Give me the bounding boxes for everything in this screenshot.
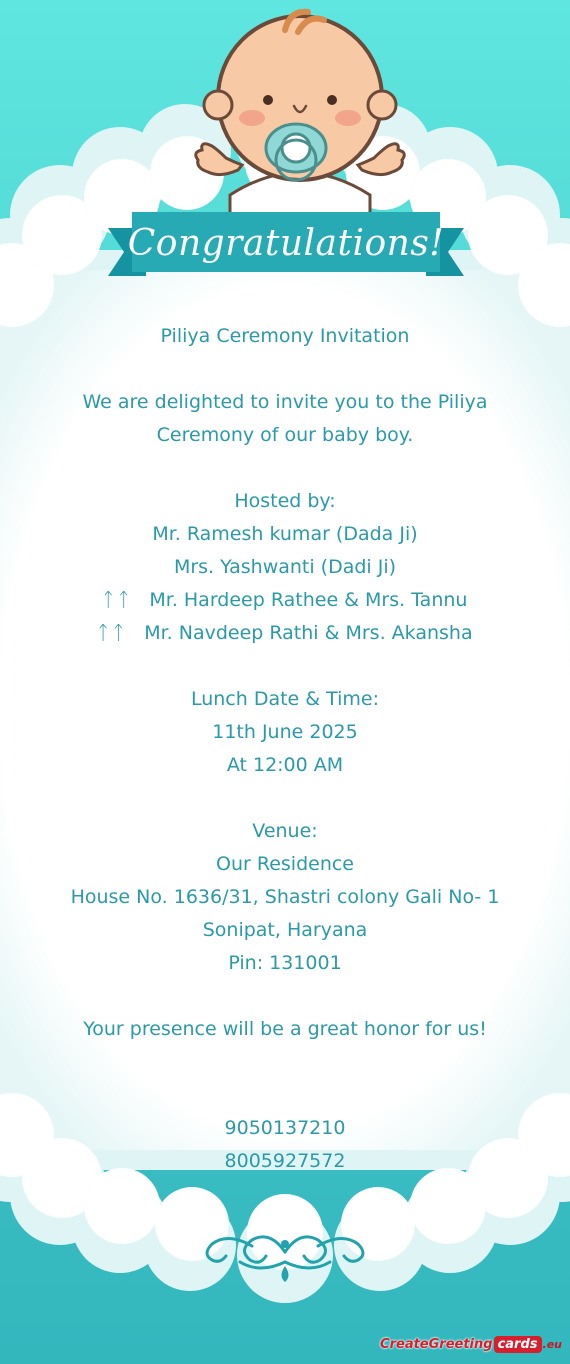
intro-line-2: Ceremony of our baby boy. [156, 424, 414, 446]
host-name: Mr. Ramesh kumar (Dada Ji) [152, 523, 418, 545]
host-line [0, 551, 570, 584]
phone-number: 9050137210 [224, 1117, 346, 1139]
intro-line-1: We are delighted to invite you to the Piliya [82, 391, 488, 413]
venue-city: Sonipat, Haryana [202, 919, 368, 941]
flourish-ornament-icon [200, 1222, 370, 1284]
host-name: Mr. Hardeep Rathee & Mrs. Tannu [149, 589, 468, 611]
host-name: Mr. Navdeep Rathi & Mrs. Akansha [144, 622, 473, 644]
host-name: Mrs. Yashwanti (Dadi Ji) [173, 556, 397, 578]
venue-name: Our Residence [216, 853, 354, 875]
brand-part-2: cards [494, 1336, 542, 1353]
site-branding-logo [380, 1330, 562, 1358]
invitation-heading: Piliya Ceremony Invitation [160, 325, 410, 347]
host-bullet: ᛏᛏ [97, 622, 129, 644]
venue-pin: Pin: 131001 [228, 952, 342, 974]
baby-illustration [190, 0, 410, 215]
banner-title: Congratulations! [127, 223, 445, 264]
host-line [0, 518, 570, 551]
lunch-label: Lunch Date & Time: [190, 688, 380, 710]
phone-number: 8005927572 [224, 1150, 346, 1172]
host-bullet: ᛏᛏ [102, 589, 134, 611]
brand-part-1: CreateGreeting [380, 1336, 493, 1352]
brand-part-3: .eu [542, 1337, 562, 1351]
venue-address: House No. 1636/31, Shastri colony Gali No- 1 [70, 886, 500, 908]
lunch-time: At 12:00 AM [226, 754, 344, 776]
invitation-text [0, 320, 570, 1178]
closing-message: Your presence will be a great honor for us! [83, 1018, 487, 1040]
lunch-date: 11th June 2025 [212, 721, 358, 743]
host-line [0, 584, 570, 617]
host-line [0, 617, 570, 650]
venue-label: Venue: [252, 820, 318, 842]
hosted-label: Hosted by: [234, 490, 336, 512]
